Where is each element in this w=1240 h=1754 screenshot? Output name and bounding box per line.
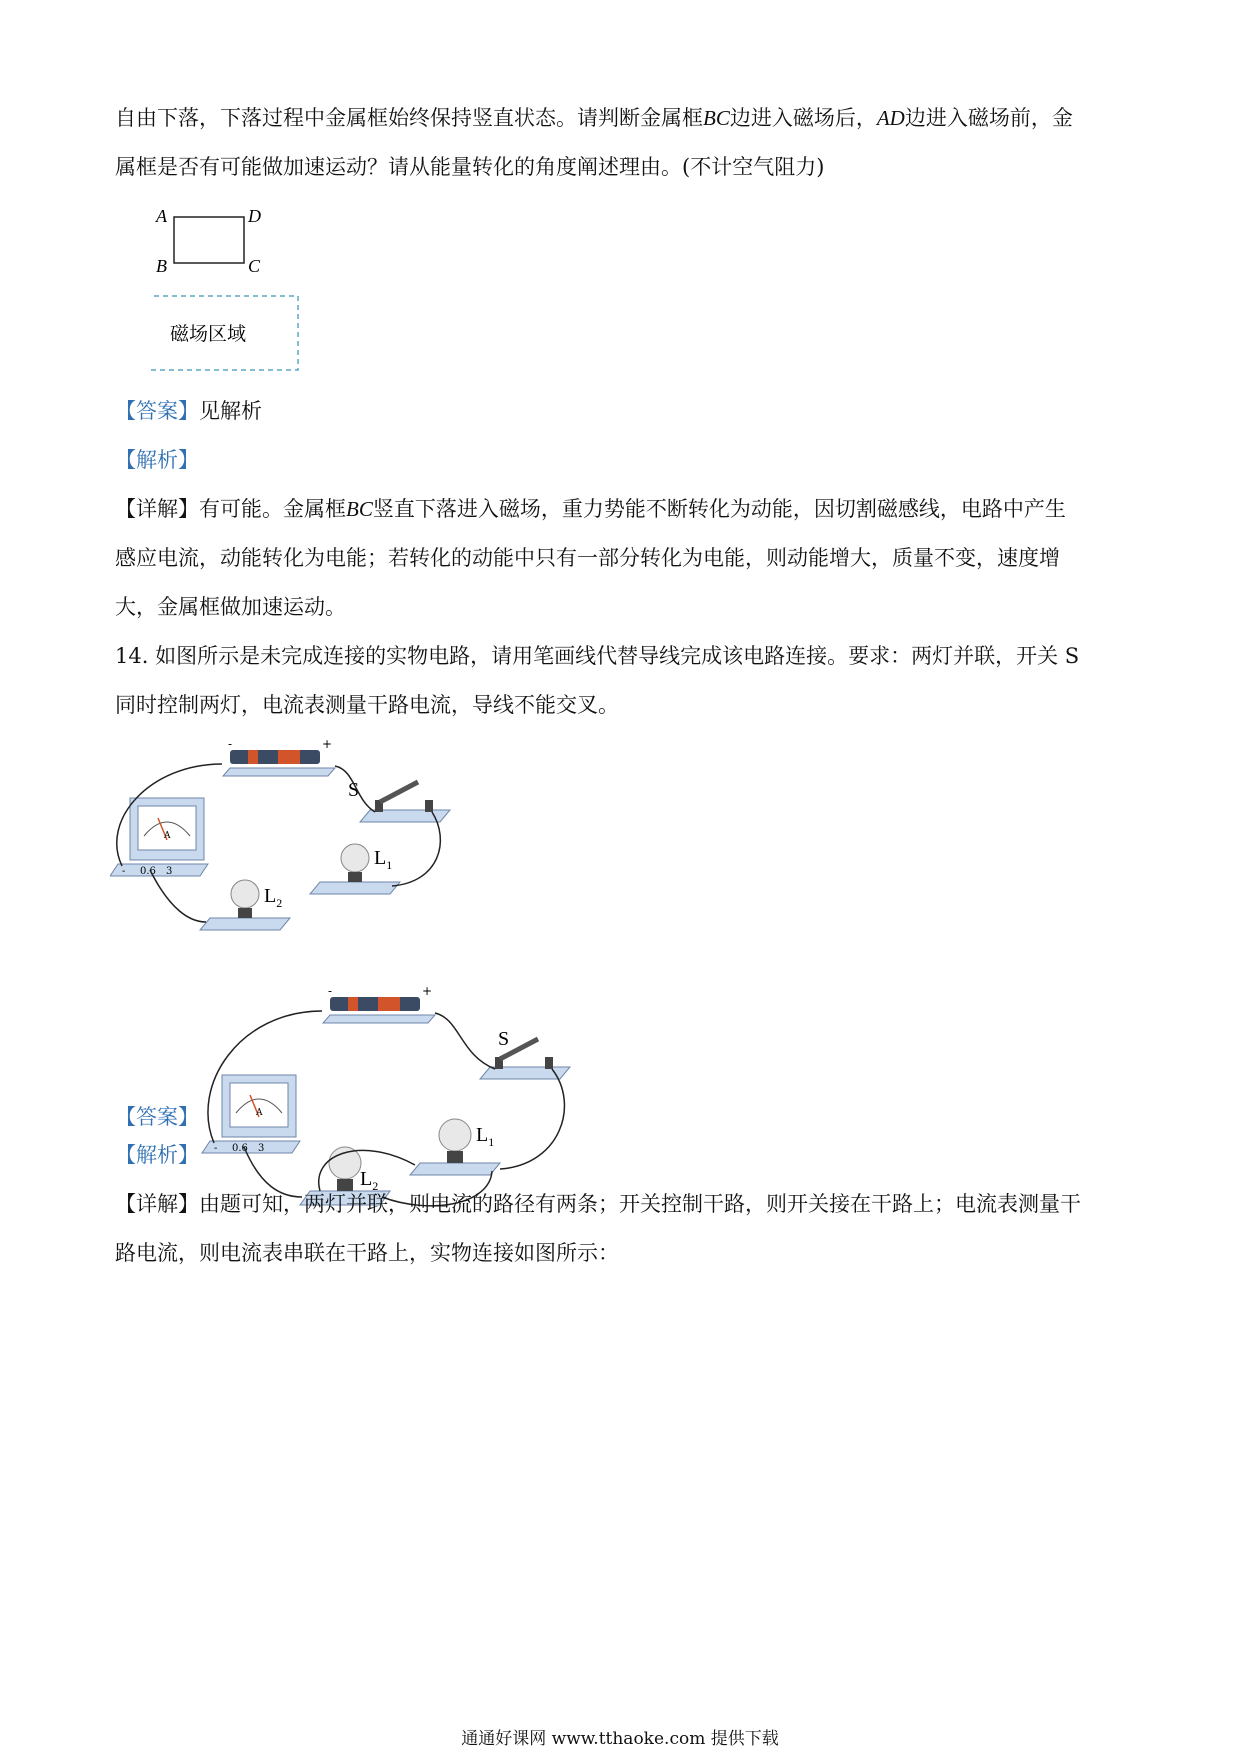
answer-tag: 【答案】 [115,1105,199,1129]
battery-minus: - [228,740,233,751]
detail-tag: 【详解】 [115,1192,199,1216]
battery-plus: + [322,740,333,751]
lamp-l2-label: $L_2$ [360,1168,379,1193]
battery-plus: + [422,985,433,998]
q14-detail-line-1: 【详解】由题可知，两灯并联，则电流的路径有两条；开关控制干路，则开关接在干路上；电流表测量干 [115,1192,1081,1216]
q14-detail-line-2: 路电流，则电流表串联在干路上，实物连接如图所示： [115,1241,619,1265]
frame-label-b: B [156,256,167,276]
q14-analysis [115,1140,1135,1170]
lamp-l2 [200,880,290,930]
lamp-l1-label: $L_1$ [374,847,393,872]
frame-label-a: A [156,206,167,226]
frame-label-c: C [248,256,261,276]
lamp-l1-label: $L_1$ [476,1124,495,1149]
analysis-tag: 【解析】 [115,448,199,472]
meter-a: A [164,831,171,841]
frame-label-d: D [248,206,261,226]
answer-tag: 【答案】 [115,399,199,423]
analysis-tag: 【解析】 [115,1143,199,1167]
meter-06: 0.6 [232,1143,248,1154]
page-footer: 通通好课网 www.tthaoke.com 提供下载 [461,1729,779,1749]
wire-ammeter-l2 [150,870,206,922]
label-ad: AD [876,106,905,130]
meter-a: A [256,1108,263,1118]
battery-minus: - [328,985,333,998]
detail-tag: 【详解】 [115,497,199,521]
switch-label: S [348,779,360,801]
q14-text-line-2: 同时控制两灯，电流表测量干路电流，导线不能交叉。 [115,693,619,717]
q13-text-line-2: 属框是否有可能做加速运动？请从能量转化的角度阐述理由。(不计空气阻力) [115,155,825,179]
wire-switch-l1 [392,812,440,886]
meter-3: 3 [258,1143,265,1154]
q13-answer: 【答案】见解析 [115,399,262,423]
lamp-l2-label: $L_2$ [264,885,283,910]
q14-text-line-1: 14. 如图所示是未完成连接的实物电路，请用笔画线代替导线完成该电路连接。要求：两灯并联，开关 S [115,644,1080,668]
lamp-l1 [310,844,400,894]
q13-text-line-1: 自由下落，下落过程中金属框始终保持竖直状态。请判断金属框BC边进入磁场后，AD边进入磁场前，金 [115,106,1073,130]
switch-label: S [498,1028,510,1050]
wire-battery-switch [435,1013,495,1069]
q13-analysis [115,445,1135,475]
metal-frame-figure [150,200,320,380]
meter-minus: - [214,1143,218,1154]
q13-detail-line-1: 【详解】有可能。金属框BC竖直下落进入磁场，重力势能不断转化为动能，因切割磁感线，电路中产生 [115,497,1066,521]
metal-frame [174,217,244,263]
q13-detail-line-3: 大，金属框做加速运动。 [115,595,346,619]
meter-minus: - [122,866,126,877]
q13-detail-line-2: 感应电流，动能转化为电能；若转化的动能中只有一部分转化为电能，则动能增大，质量不变，速度增 [115,546,1060,570]
battery [223,740,335,776]
battery [323,985,435,1023]
meter-06: 0.6 [140,866,156,877]
circuit-figure-question [110,740,470,970]
magnetic-field-label: 磁场区域 [169,323,247,345]
meter-3: 3 [166,866,173,877]
label-bc: BC [703,106,730,130]
ammeter [110,798,208,877]
switch [480,1028,570,1079]
